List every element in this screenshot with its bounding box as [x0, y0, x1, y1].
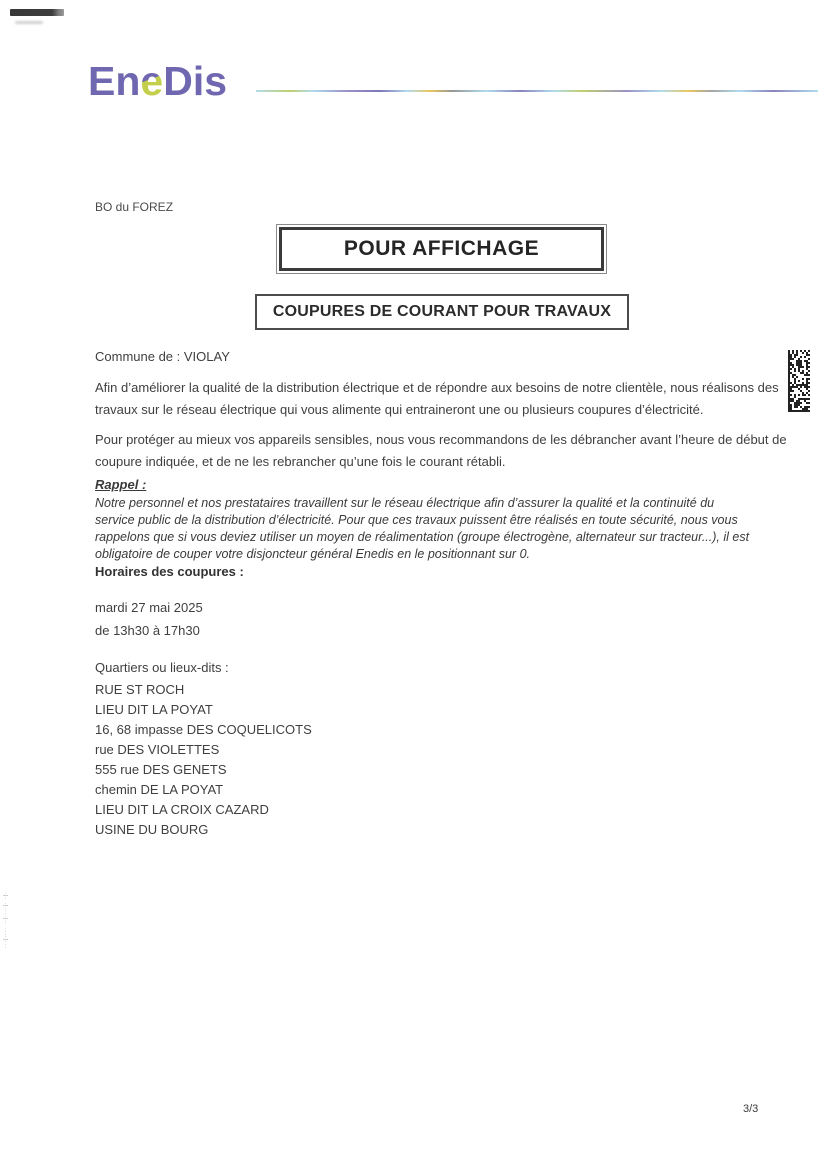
street-item: RUE ST ROCH — [95, 682, 185, 697]
enedis-logo — [88, 58, 227, 105]
logo-text-after: Dis — [163, 58, 228, 104]
rappel-label: Rappel : — [95, 477, 147, 492]
street-item: 555 rue DES GENETS — [95, 762, 227, 777]
streets-list — [95, 682, 312, 842]
outage-time: de 13h30 à 17h30 — [95, 623, 200, 638]
scan-artifact-bar — [10, 9, 64, 16]
street-item: rue DES VIOLETTES — [95, 742, 220, 757]
street-item: 16, 68 impasse DES COQUELICOTS — [95, 722, 312, 737]
datamatrix-barcode — [788, 350, 810, 412]
pour-affichage-banner — [276, 224, 607, 274]
multicolor-divider-line — [256, 90, 818, 92]
street-item: LIEU DIT LA CROIX CAZARD — [95, 802, 269, 817]
scan-artifact-smudge — [15, 21, 43, 24]
pour-affichage-text: POUR AFFICHAGE — [279, 227, 604, 271]
street-item: USINE DU BOURG — [95, 822, 209, 837]
advice-paragraph: Pour protéger au mieux vos appareils sensibles, nous vous recommandons de les débrancher avant l’heure de début de coupure indiquée, et de ne les rebrancher qu’une fois le courant rétabli. — [95, 432, 787, 469]
commune-line: Commune de : VIOLAY — [95, 349, 230, 364]
page-number: 3/3 — [743, 1103, 759, 1115]
logo-two-tone-e: e — [140, 58, 164, 104]
logo-text-before: En — [88, 58, 141, 104]
office-label: BO du FOREZ — [95, 200, 174, 214]
quartiers-label: Quartiers ou lieux-dits : — [95, 660, 229, 675]
intro-paragraph: Afin d’améliorer la qualité de la distribution électrique et de répondre aux besoins de notre clientèle, nous réalisons des travaux sur le réseau électrique qui vous alimente qui entraineront une ou plusieurs coupures d’électricité. — [95, 380, 779, 417]
outage-date: mardi 27 mai 2025 — [95, 600, 203, 615]
coupures-banner: COUPURES DE COURANT POUR TRAVAUX — [255, 294, 629, 330]
street-item: chemin DE LA POYAT — [95, 782, 224, 797]
left-margin-microtext: ···|···· ··|····|· ·|· — [3, 891, 9, 948]
street-item: LIEU DIT LA POYAT — [95, 702, 213, 717]
rappel-paragraph: Notre personnel et nos prestataires travaillent sur le réseau électrique afin d’assurer la qualité et la continuité du service public de la distribution d’électricité. Pour que ces travaux puissent être réalisés en toute sécurité, nous vous rappelons que si vous deviez utiliser un moyen de réalimentation (groupe électrogène, alternateur sur tracteur...), il est obligatoire de couper votre disjoncteur général Enedis en le positionnant sur 0. — [95, 496, 750, 561]
horaires-label: Horaires des coupures : — [95, 564, 244, 579]
